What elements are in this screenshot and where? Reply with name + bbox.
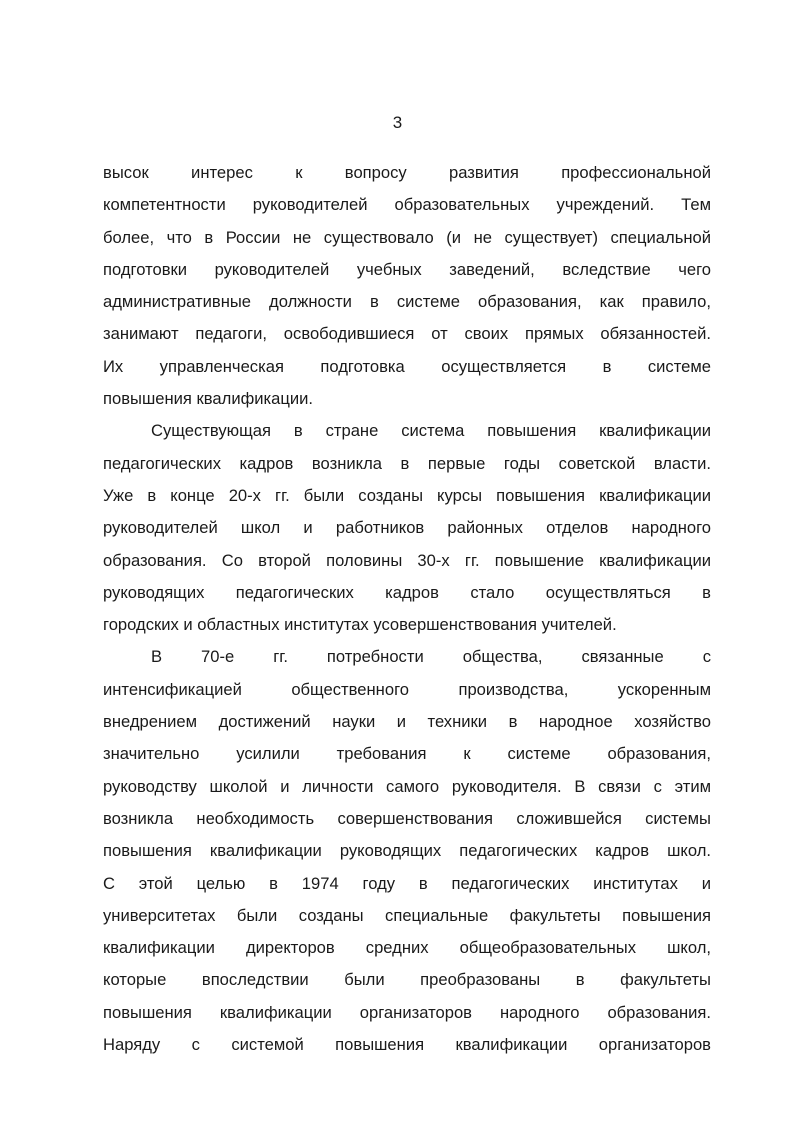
text-line: С этой целью в 1974 году в педагогических институтах и (103, 873, 711, 893)
text-line: повышения квалификации. (103, 389, 314, 409)
text-line: В 70-е гг. потребности общества, связанные с (151, 647, 711, 667)
paragraph-3 (103, 641, 711, 1061)
text-line: интенсификацией общественного производства, ускоренным (103, 679, 711, 699)
page-number: 3 (392, 113, 403, 132)
text-line: административные должности в системе образования, как правило, (103, 292, 711, 312)
text-line: которые впоследствии были преобразованы в факультеты (103, 970, 711, 990)
text-line: высок интерес к вопросу развития профессиональной (103, 163, 711, 182)
paragraph-1 (103, 157, 711, 415)
text-line: университетах были созданы специальные факультеты повышения (103, 905, 711, 925)
text-line: Наряду с системой повышения квалификации организаторов (103, 1035, 711, 1055)
text-line: компетентности руководителей образовательных учреждений. Тем (103, 195, 711, 215)
text-line: руководящих педагогических кадров стало осуществляться в (103, 582, 711, 602)
text-line: более, что в России не существовало (и не существует) специальной (103, 227, 711, 247)
text-line: образования. Со второй половины 30-х гг. повышение квалификации (103, 550, 711, 570)
text-line: повышения квалификации организаторов народного образования. (103, 1002, 711, 1022)
text-line: педагогических кадров возникла в первые годы советской власти. (103, 453, 711, 473)
text-line: повышения квалификации руководящих педагогических кадров школ. (103, 841, 711, 861)
text-line: Уже в конце 20-х гг. были созданы курсы повышения квалификации (103, 485, 711, 505)
text-line: занимают педагоги, освободившиеся от своих прямых обязанностей. (103, 324, 711, 344)
text-line: городских и областных институтах усовершенствования учителей. (103, 615, 617, 635)
text-line: подготовки руководителей учебных заведений, вследствие чего (103, 259, 711, 279)
text-line: значительно усилили требования к системе образования, (103, 744, 711, 764)
text-line: Их управленческая подготовка осуществляется в системе (103, 356, 711, 376)
text-line: внедрением достижений науки и техники в народное хозяйство (103, 712, 711, 732)
body-text (103, 157, 711, 1061)
paragraph-2 (103, 415, 711, 641)
text-line: Существующая в стране система повышения квалификации (151, 421, 711, 441)
text-line: возникла необходимость совершенствования сложившейся системы (103, 808, 711, 828)
text-line: руководству школой и личности самого руководителя. В связи с этим (103, 776, 711, 796)
text-line: руководителей школ и работников районных отделов народного (103, 518, 711, 538)
text-line: квалификации директоров средних общеобразовательных школ, (103, 938, 711, 958)
